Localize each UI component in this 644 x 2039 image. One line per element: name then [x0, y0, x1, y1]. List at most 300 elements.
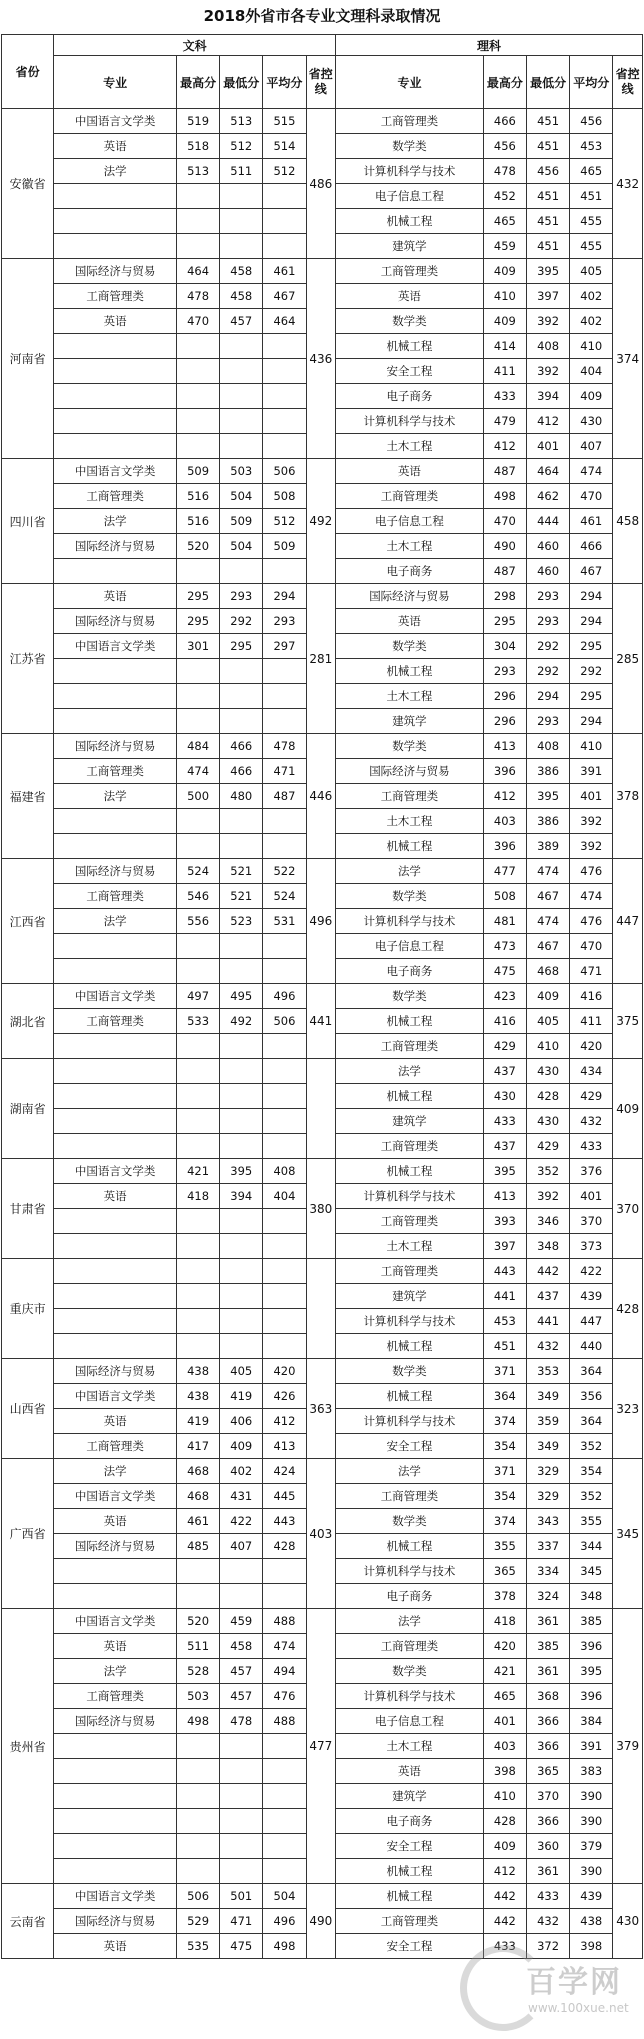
li-min-cell: 460	[526, 559, 569, 584]
li-min-cell: 353	[526, 1359, 569, 1384]
li-major-cell: 机械工程	[336, 334, 484, 359]
wen-avg-cell: 474	[263, 1634, 306, 1659]
li-major-cell: 安全工程	[336, 1434, 484, 1459]
wen-major-cell-empty	[54, 709, 177, 734]
wen-major-cell-empty	[54, 209, 177, 234]
like-header: 理科	[336, 35, 643, 56]
li-max-cell: 398	[483, 1759, 526, 1784]
province-name: 福建省	[2, 734, 54, 859]
wen-min-header: 最低分	[220, 56, 263, 109]
li-major-cell: 工商管理类	[336, 784, 484, 809]
wen-max-cell: 470	[177, 309, 220, 334]
li-min-cell: 365	[526, 1759, 569, 1784]
wen-min-cell: 478	[220, 1709, 263, 1734]
li-max-cell: 410	[483, 1784, 526, 1809]
li-max-cell: 459	[483, 234, 526, 259]
li-max-cell: 403	[483, 1734, 526, 1759]
li-min-cell: 372	[526, 1934, 569, 1959]
wen-max-cell-empty	[177, 209, 220, 234]
wen-avg-cell-empty	[263, 1859, 306, 1884]
li-min-cell: 352	[526, 1159, 569, 1184]
li-avg-cell: 407	[570, 434, 613, 459]
li-avg-cell: 390	[570, 1859, 613, 1884]
li-avg-cell: 398	[570, 1934, 613, 1959]
li-major-cell: 土木工程	[336, 1734, 484, 1759]
province-name: 广西省	[2, 1459, 54, 1609]
wen-avg-cell-empty	[263, 1759, 306, 1784]
wen-avg-cell: 428	[263, 1534, 306, 1559]
li-avg-cell: 451	[570, 184, 613, 209]
wen-major-cell-empty	[54, 1134, 177, 1159]
province-name: 云南省	[2, 1884, 54, 1959]
li-control-line: 379	[613, 1609, 643, 1884]
li-min-cell: 432	[526, 1334, 569, 1359]
li-max-cell: 403	[483, 809, 526, 834]
wen-major-cell: 国际经济与贸易	[54, 859, 177, 884]
wen-max-cell: 468	[177, 1484, 220, 1509]
li-max-cell: 481	[483, 909, 526, 934]
wen-min-cell: 504	[220, 484, 263, 509]
wen-major-cell: 英语	[54, 134, 177, 159]
li-max-cell: 304	[483, 634, 526, 659]
li-major-cell: 电子信息工程	[336, 184, 484, 209]
wen-avg-cell: 471	[263, 759, 306, 784]
li-min-cell: 474	[526, 859, 569, 884]
wen-min-cell-empty	[220, 234, 263, 259]
wen-control-line: 441	[306, 984, 336, 1059]
li-max-cell: 441	[483, 1284, 526, 1309]
wen-min-cell: 402	[220, 1459, 263, 1484]
li-max-cell: 442	[483, 1884, 526, 1909]
li-avg-cell: 410	[570, 334, 613, 359]
li-max-cell: 413	[483, 1184, 526, 1209]
wen-max-cell-empty	[177, 1859, 220, 1884]
li-min-cell: 343	[526, 1509, 569, 1534]
wen-min-cell: 509	[220, 509, 263, 534]
watermark-site: www.100xue.net	[528, 2001, 629, 2015]
li-major-cell: 英语	[336, 459, 484, 484]
li-min-cell: 346	[526, 1209, 569, 1234]
wen-major-cell: 中国语言文学类	[54, 634, 177, 659]
li-min-cell: 437	[526, 1284, 569, 1309]
li-min-cell: 441	[526, 1309, 569, 1334]
li-avg-cell: 401	[570, 784, 613, 809]
li-max-header: 最高分	[483, 56, 526, 109]
wen-max-cell-empty	[177, 1784, 220, 1809]
li-max-cell: 418	[483, 1609, 526, 1634]
li-min-cell: 370	[526, 1784, 569, 1809]
li-min-cell: 451	[526, 109, 569, 134]
li-major-cell: 电子商务	[336, 1584, 484, 1609]
li-max-cell: 433	[483, 1934, 526, 1959]
li-max-cell: 452	[483, 184, 526, 209]
li-major-cell: 数学类	[336, 734, 484, 759]
li-min-cell: 385	[526, 1634, 569, 1659]
li-min-cell: 428	[526, 1084, 569, 1109]
wen-min-cell-empty	[220, 1209, 263, 1234]
wen-avg-cell: 426	[263, 1384, 306, 1409]
wen-major-cell: 工商管理类	[54, 759, 177, 784]
li-avg-cell: 429	[570, 1084, 613, 1109]
li-major-cell: 英语	[336, 1759, 484, 1784]
wen-min-cell: 409	[220, 1434, 263, 1459]
wen-min-cell: 458	[220, 1634, 263, 1659]
li-min-cell: 324	[526, 1584, 569, 1609]
wen-avg-cell-empty	[263, 384, 306, 409]
li-avg-cell: 439	[570, 1884, 613, 1909]
li-major-cell: 计算机科学与技术	[336, 1684, 484, 1709]
wen-min-cell-empty	[220, 1134, 263, 1159]
wen-control-line	[306, 1259, 336, 1359]
wen-min-cell: 475	[220, 1934, 263, 1959]
li-major-cell: 安全工程	[336, 359, 484, 384]
li-min-cell: 430	[526, 1109, 569, 1134]
li-max-cell: 298	[483, 584, 526, 609]
li-max-cell: 470	[483, 509, 526, 534]
li-control-line: 345	[613, 1459, 643, 1609]
province-name: 四川省	[2, 459, 54, 584]
wen-max-cell-empty	[177, 834, 220, 859]
li-max-cell: 396	[483, 834, 526, 859]
li-min-cell: 467	[526, 934, 569, 959]
li-avg-cell: 455	[570, 234, 613, 259]
li-major-cell: 计算机科学与技术	[336, 1309, 484, 1334]
province-name: 重庆市	[2, 1259, 54, 1359]
li-avg-cell: 364	[570, 1359, 613, 1384]
li-major-cell: 计算机科学与技术	[336, 909, 484, 934]
li-min-cell: 442	[526, 1259, 569, 1284]
wen-min-cell-empty	[220, 1584, 263, 1609]
li-avg-cell: 476	[570, 909, 613, 934]
wen-min-cell: 501	[220, 1884, 263, 1909]
li-min-cell: 293	[526, 584, 569, 609]
wen-min-cell-empty	[220, 1109, 263, 1134]
wen-major-cell: 国际经济与贸易	[54, 259, 177, 284]
wen-major-cell-empty	[54, 1584, 177, 1609]
li-min-cell: 366	[526, 1809, 569, 1834]
li-max-cell: 437	[483, 1059, 526, 1084]
wen-min-cell-empty	[220, 1784, 263, 1809]
li-min-cell: 386	[526, 809, 569, 834]
wen-major-cell: 中国语言文学类	[54, 1159, 177, 1184]
wen-avg-cell: 408	[263, 1159, 306, 1184]
wen-major-cell: 国际经济与贸易	[54, 1709, 177, 1734]
li-avg-cell: 411	[570, 1009, 613, 1034]
li-avg-cell: 390	[570, 1809, 613, 1834]
wen-min-cell-empty	[220, 359, 263, 384]
li-avg-cell: 354	[570, 1459, 613, 1484]
wen-min-cell: 431	[220, 1484, 263, 1509]
table-row	[2, 109, 643, 134]
wen-avg-cell-empty	[263, 559, 306, 584]
wen-major-cell: 法学	[54, 509, 177, 534]
wen-max-cell: 498	[177, 1709, 220, 1734]
li-avg-cell: 352	[570, 1434, 613, 1459]
li-major-cell: 工商管理类	[336, 1259, 484, 1284]
li-major-cell: 建筑学	[336, 1784, 484, 1809]
li-min-cell: 292	[526, 659, 569, 684]
li-major-cell: 机械工程	[336, 659, 484, 684]
li-avg-cell: 390	[570, 1784, 613, 1809]
wen-major-cell: 英语	[54, 1409, 177, 1434]
li-max-cell: 443	[483, 1259, 526, 1284]
li-max-cell: 411	[483, 359, 526, 384]
wen-control-line: 380	[306, 1159, 336, 1259]
wen-max-cell: 474	[177, 759, 220, 784]
wen-max-cell-empty	[177, 1084, 220, 1109]
li-major-cell: 英语	[336, 609, 484, 634]
wen-major-cell-empty	[54, 1859, 177, 1884]
li-avg-cell: 294	[570, 609, 613, 634]
wen-avg-cell: 488	[263, 1609, 306, 1634]
wen-min-cell-empty	[220, 1234, 263, 1259]
wen-min-cell-empty	[220, 1334, 263, 1359]
li-min-cell: 467	[526, 884, 569, 909]
li-min-cell: 292	[526, 634, 569, 659]
li-major-cell: 电子商务	[336, 384, 484, 409]
wen-min-cell: 480	[220, 784, 263, 809]
li-major-cell: 机械工程	[336, 1384, 484, 1409]
li-major-cell: 电子信息工程	[336, 509, 484, 534]
table-row	[2, 1459, 643, 1484]
wen-avg-cell: 508	[263, 484, 306, 509]
wen-max-cell-empty	[177, 1259, 220, 1284]
li-avg-cell: 465	[570, 159, 613, 184]
li-avg-cell: 470	[570, 934, 613, 959]
li-max-cell: 508	[483, 884, 526, 909]
li-min-cell: 474	[526, 909, 569, 934]
wen-avg-cell-empty	[263, 434, 306, 459]
li-max-cell: 498	[483, 484, 526, 509]
li-major-cell: 工商管理类	[336, 484, 484, 509]
li-max-cell: 354	[483, 1484, 526, 1509]
li-major-cell: 工商管理类	[336, 1484, 484, 1509]
wen-major-cell-empty	[54, 1209, 177, 1234]
li-major-cell: 安全工程	[336, 1834, 484, 1859]
li-max-cell: 478	[483, 159, 526, 184]
wen-max-cell-empty	[177, 1559, 220, 1584]
wen-max-header: 最高分	[177, 56, 220, 109]
li-avg-cell: 295	[570, 684, 613, 709]
li-avg-cell: 474	[570, 459, 613, 484]
li-major-cell: 机械工程	[336, 834, 484, 859]
li-control-line: 285	[613, 584, 643, 734]
wen-avg-cell-empty	[263, 1259, 306, 1284]
wen-avg-cell: 478	[263, 734, 306, 759]
province-name: 安徽省	[2, 109, 54, 259]
watermark	[456, 1941, 636, 2031]
li-major-cell: 机械工程	[336, 209, 484, 234]
li-avg-cell: 355	[570, 1509, 613, 1534]
li-max-cell: 409	[483, 1834, 526, 1859]
li-max-cell: 433	[483, 1109, 526, 1134]
li-avg-cell: 409	[570, 384, 613, 409]
wen-min-cell: 293	[220, 584, 263, 609]
wen-min-cell: 466	[220, 734, 263, 759]
li-min-cell: 361	[526, 1609, 569, 1634]
wen-control-line: 486	[306, 109, 336, 259]
li-avg-header: 平均分	[570, 56, 613, 109]
wen-major-cell: 英语	[54, 584, 177, 609]
li-min-cell: 361	[526, 1659, 569, 1684]
wen-max-cell: 417	[177, 1434, 220, 1459]
li-min-cell: 349	[526, 1434, 569, 1459]
li-max-cell: 355	[483, 1534, 526, 1559]
li-min-cell: 368	[526, 1684, 569, 1709]
li-avg-cell: 405	[570, 259, 613, 284]
li-major-cell: 电子商务	[336, 559, 484, 584]
li-avg-cell: 395	[570, 1659, 613, 1684]
wen-major-cell: 工商管理类	[54, 284, 177, 309]
li-min-cell: 464	[526, 459, 569, 484]
wen-max-cell: 438	[177, 1359, 220, 1384]
li-major-header: 专业	[336, 56, 484, 109]
li-max-cell: 437	[483, 1134, 526, 1159]
wen-max-cell-empty	[177, 384, 220, 409]
li-min-cell: 451	[526, 134, 569, 159]
wen-min-cell-empty	[220, 1559, 263, 1584]
li-max-cell: 465	[483, 209, 526, 234]
wen-major-cell: 国际经济与贸易	[54, 1534, 177, 1559]
wen-avg-cell: 294	[263, 584, 306, 609]
wen-max-cell: 546	[177, 884, 220, 909]
li-avg-cell: 383	[570, 1759, 613, 1784]
wen-min-cell-empty	[220, 1859, 263, 1884]
wen-min-cell-empty	[220, 209, 263, 234]
li-min-header: 最低分	[526, 56, 569, 109]
li-max-cell: 473	[483, 934, 526, 959]
wen-major-cell: 中国语言文学类	[54, 109, 177, 134]
li-max-cell: 365	[483, 1559, 526, 1584]
li-major-cell: 法学	[336, 1059, 484, 1084]
wen-major-cell-empty	[54, 1334, 177, 1359]
li-min-cell: 359	[526, 1409, 569, 1434]
li-avg-cell: 447	[570, 1309, 613, 1334]
li-major-cell: 建筑学	[336, 709, 484, 734]
li-avg-cell: 352	[570, 1484, 613, 1509]
wen-min-cell: 521	[220, 884, 263, 909]
li-avg-cell: 471	[570, 959, 613, 984]
wen-max-cell-empty	[177, 1234, 220, 1259]
wen-max-cell-empty	[177, 359, 220, 384]
table-row	[2, 1259, 643, 1284]
wen-max-cell: 485	[177, 1534, 220, 1559]
wen-max-cell-empty	[177, 959, 220, 984]
li-control-line: 447	[613, 859, 643, 984]
li-major-cell: 安全工程	[336, 1934, 484, 1959]
wen-min-cell-empty	[220, 659, 263, 684]
wen-max-cell: 484	[177, 734, 220, 759]
wen-major-cell: 中国语言文学类	[54, 1484, 177, 1509]
li-major-cell: 工商管理类	[336, 1909, 484, 1934]
table-row	[2, 734, 643, 759]
wen-avg-cell: 464	[263, 309, 306, 334]
wen-min-cell: 495	[220, 984, 263, 1009]
wen-min-cell-empty	[220, 1059, 263, 1084]
wen-min-cell-empty	[220, 959, 263, 984]
wen-control-line: 446	[306, 734, 336, 859]
li-avg-cell: 439	[570, 1284, 613, 1309]
wen-avg-cell-empty	[263, 409, 306, 434]
li-major-cell: 计算机科学与技术	[336, 409, 484, 434]
li-avg-cell: 376	[570, 1159, 613, 1184]
li-min-cell: 451	[526, 234, 569, 259]
province-name: 甘肃省	[2, 1159, 54, 1259]
wen-avg-cell: 514	[263, 134, 306, 159]
li-avg-cell: 476	[570, 859, 613, 884]
wen-min-cell: 492	[220, 1009, 263, 1034]
wen-min-cell-empty	[220, 1809, 263, 1834]
wen-max-cell: 520	[177, 1609, 220, 1634]
li-avg-cell: 456	[570, 109, 613, 134]
li-max-cell: 421	[483, 1659, 526, 1684]
li-min-cell: 389	[526, 834, 569, 859]
wen-max-cell-empty	[177, 809, 220, 834]
wen-max-cell: 509	[177, 459, 220, 484]
wen-max-cell-empty	[177, 1834, 220, 1859]
li-avg-cell: 467	[570, 559, 613, 584]
table-row	[2, 1359, 643, 1384]
wen-min-cell-empty	[220, 834, 263, 859]
li-avg-cell: 434	[570, 1059, 613, 1084]
wen-avg-cell: 413	[263, 1434, 306, 1459]
li-max-cell: 428	[483, 1809, 526, 1834]
wen-major-cell: 国际经济与贸易	[54, 534, 177, 559]
li-max-cell: 451	[483, 1334, 526, 1359]
wen-max-cell: 513	[177, 159, 220, 184]
li-control-line: 375	[613, 984, 643, 1059]
wen-max-cell: 301	[177, 634, 220, 659]
li-max-cell: 487	[483, 559, 526, 584]
wen-avg-cell: 404	[263, 1184, 306, 1209]
wen-major-cell: 英语	[54, 1634, 177, 1659]
wen-min-cell: 504	[220, 534, 263, 559]
wen-major-cell: 工商管理类	[54, 484, 177, 509]
li-min-cell: 394	[526, 384, 569, 409]
wen-max-cell-empty	[177, 1809, 220, 1834]
wen-major-cell-empty	[54, 1084, 177, 1109]
wen-max-cell: 506	[177, 1884, 220, 1909]
wen-max-cell-empty	[177, 184, 220, 209]
wen-avg-cell: 443	[263, 1509, 306, 1534]
wen-max-cell-empty	[177, 334, 220, 359]
wen-avg-cell: 506	[263, 1009, 306, 1034]
wen-major-cell-empty	[54, 1309, 177, 1334]
li-major-cell: 电子商务	[336, 959, 484, 984]
table-row	[2, 584, 643, 609]
li-avg-cell: 364	[570, 1409, 613, 1434]
li-major-cell: 数学类	[336, 634, 484, 659]
wen-major-cell: 中国语言文学类	[54, 459, 177, 484]
li-min-cell: 366	[526, 1709, 569, 1734]
wen-major-cell-empty	[54, 684, 177, 709]
wen-min-cell-empty	[220, 1834, 263, 1859]
wen-major-cell: 法学	[54, 1459, 177, 1484]
li-major-cell: 工商管理类	[336, 1634, 484, 1659]
li-avg-cell: 416	[570, 984, 613, 1009]
li-major-cell: 计算机科学与技术	[336, 1409, 484, 1434]
wen-min-cell: 394	[220, 1184, 263, 1209]
wen-avg-cell-empty	[263, 809, 306, 834]
li-max-cell: 409	[483, 259, 526, 284]
li-control-line: 378	[613, 734, 643, 859]
li-control-line: 458	[613, 459, 643, 584]
wen-min-cell: 406	[220, 1409, 263, 1434]
li-avg-cell: 455	[570, 209, 613, 234]
wen-avg-cell-empty	[263, 1034, 306, 1059]
province-name: 湖南省	[2, 1059, 54, 1159]
wen-avg-cell-empty	[263, 934, 306, 959]
